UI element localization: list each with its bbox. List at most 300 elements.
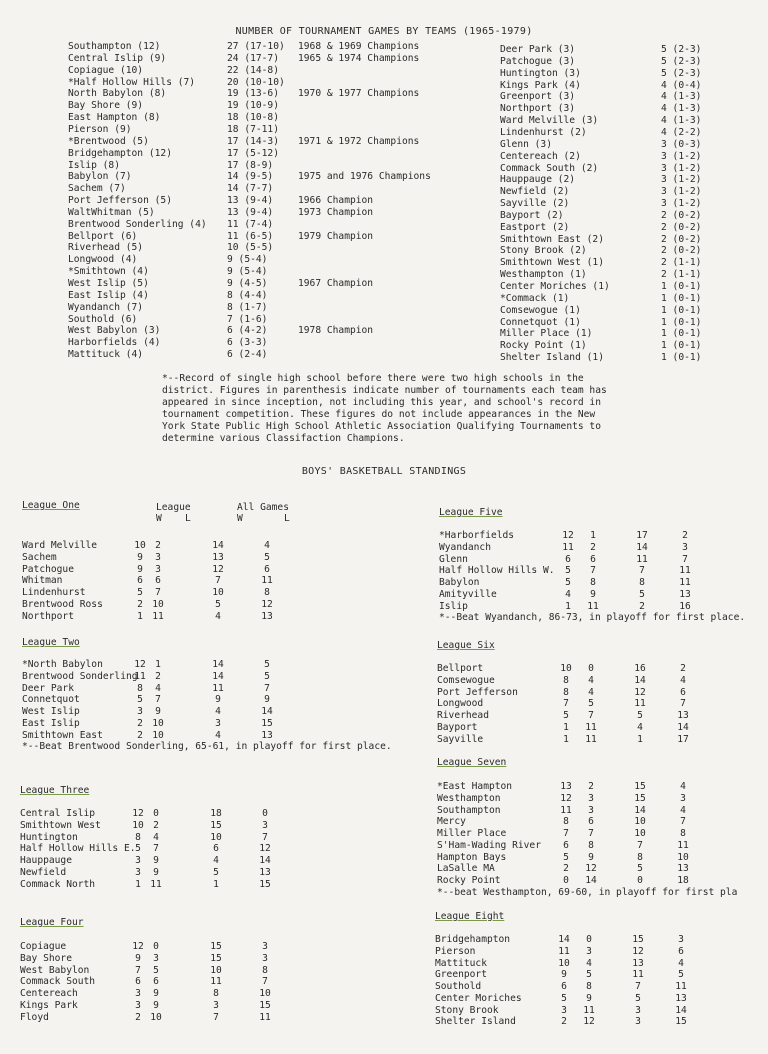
all-losses: 11 (679, 565, 691, 577)
all-losses: 13 (677, 863, 689, 875)
standings-title: BOYS' BASKETBALL STANDINGS (301, 466, 467, 477)
games-record: 4 (1-3) (661, 91, 702, 103)
team-name: Islip (8) (68, 159, 120, 171)
league-losses: 5 (588, 698, 594, 710)
footnote-line: district. Figures in parenthesis indicate number of tournaments each team has (162, 384, 607, 396)
team-name: Babylon (439, 577, 480, 588)
games-record: 27 (17-10) (227, 41, 285, 52)
league-title: League Five (439, 507, 503, 518)
league-wins: 1 (563, 733, 569, 745)
team-name: Pierson (9) (68, 123, 132, 135)
all-wins: 5 (637, 863, 643, 875)
tournament-title: NUMBER OF TOURNAMENT GAMES BY TEAMS (1965-1979) (235, 26, 533, 37)
league-losses: 9 (590, 588, 596, 600)
all-wins: 11 (212, 682, 224, 694)
team-name: Brentwood Ross (22, 598, 103, 610)
league-wins: 10 (560, 663, 572, 674)
league-wins: 8 (135, 831, 141, 843)
league-title: League Six (437, 640, 495, 651)
all-wins: 12 (634, 686, 646, 698)
games-record: 13 (9-4) (227, 206, 274, 218)
games-record: 8 (1-7) (227, 301, 268, 313)
league-wins: 8 (563, 686, 569, 698)
team-name: East Islip (4) (68, 289, 149, 301)
games-record: 3 (1-2) (661, 150, 702, 162)
team-name: Smithtown West (1) (500, 257, 604, 269)
all-losses: 11 (675, 981, 687, 992)
team-name: Brentwood Sonderling (4) (68, 218, 207, 230)
all-losses: 3 (262, 941, 268, 952)
team-name: Connetquot (22, 694, 80, 706)
all-losses: 14 (259, 855, 271, 866)
team-name: Southampton (437, 804, 501, 816)
league-losses: 3 (588, 804, 594, 816)
all-wins: 4 (215, 729, 221, 741)
team-name: Westhampton (437, 792, 501, 804)
playoff-footnote: *--beat Westhampton, 69-60, in playoff for first pla (437, 886, 738, 898)
league-wins: 2 (135, 1011, 141, 1023)
all-wins: 0 (637, 875, 643, 886)
all-wins: 7 (639, 565, 645, 577)
team-name: Shelter Island (435, 1016, 516, 1028)
team-name: Huntington (20, 831, 78, 843)
league-losses: 4 (586, 957, 592, 969)
playoff-footnote: *--Beat Brentwood Sonderling, 65-61, in playoff for first place. (22, 741, 392, 753)
league-wins: 8 (563, 674, 569, 686)
league-wins: 12 (134, 659, 146, 670)
games-record: 11 (6-5) (227, 230, 274, 242)
games-record: 14 (7-7) (227, 183, 274, 195)
all-losses: 13 (677, 710, 689, 721)
all-losses: 6 (678, 945, 684, 957)
league-losses: 2 (155, 540, 161, 551)
league-wins: 5 (561, 992, 567, 1004)
team-name: Patchogue (3) (500, 55, 576, 67)
games-record: 5 (2-3) (661, 55, 702, 67)
league-losses: 0 (153, 808, 159, 819)
all-wins: 1 (213, 878, 219, 890)
team-name: Deer Park (3) (500, 44, 576, 55)
team-name: West Islip (5) (68, 278, 149, 289)
league-losses: 7 (588, 710, 594, 721)
all-wins: 11 (210, 976, 222, 988)
games-record: 3 (1-2) (661, 198, 702, 210)
all-losses: 0 (262, 808, 268, 819)
league-wins: 6 (565, 553, 571, 565)
header-w: W (237, 513, 243, 524)
champion-note: 1967 Champion (298, 278, 374, 289)
playoff-footnote: *--Beat Wyandanch, 86-73, in playoff for first place. (439, 612, 746, 624)
team-name: Commack North (20, 878, 96, 890)
team-name: Islip (439, 600, 468, 612)
league-losses: 7 (155, 587, 161, 598)
team-name: Kings Park (20, 999, 78, 1011)
team-name: *Brentwood (5) (68, 135, 149, 147)
league-wins: 0 (563, 875, 569, 886)
all-wins: 5 (215, 598, 221, 610)
all-losses: 6 (264, 563, 270, 575)
league-losses: 2 (153, 819, 159, 831)
league-losses: 2 (155, 670, 161, 682)
league-losses: 9 (586, 992, 592, 1004)
all-wins: 10 (210, 964, 222, 976)
games-record: 5 (2-3) (661, 44, 702, 55)
league-wins: 9 (137, 563, 143, 575)
league-losses: 6 (588, 816, 594, 828)
league-wins: 6 (563, 839, 569, 851)
games-record: 1 (0-1) (661, 292, 702, 304)
league-wins: 2 (561, 1016, 567, 1028)
all-losses: 9 (264, 694, 270, 706)
league-losses: 6 (153, 976, 159, 988)
games-record: 3 (1-2) (661, 186, 702, 198)
games-record: 4 (1-3) (661, 115, 702, 127)
team-name: Eastport (2) (500, 221, 570, 233)
team-name: Sayville (2) (500, 198, 570, 210)
all-losses: 11 (259, 1011, 271, 1023)
league-wins: 6 (135, 976, 141, 988)
team-name: Northport (3) (500, 103, 576, 115)
league-wins: 5 (135, 843, 141, 855)
team-name: Comsewogue (437, 674, 495, 686)
games-record: 1 (0-1) (661, 304, 702, 316)
league-wins: 4 (565, 588, 571, 600)
team-name: Babylon (7) (68, 171, 132, 183)
team-name: Miller Place (1) (500, 328, 593, 340)
all-losses: 10 (677, 851, 689, 863)
games-record: 18 (7-11) (227, 123, 279, 135)
team-name: Harborfields (4) (68, 337, 161, 349)
all-wins: 15 (634, 781, 646, 792)
all-losses: 11 (677, 839, 689, 851)
all-wins: 14 (634, 674, 646, 686)
league-losses: 11 (152, 610, 164, 622)
team-name: Mattituck (435, 957, 487, 969)
league-losses: 10 (152, 717, 164, 729)
games-record: 22 (14-8) (227, 64, 279, 76)
league-losses: 3 (153, 952, 159, 964)
team-name: Commack South (2) (500, 162, 599, 174)
team-name: Bay Shore (20, 952, 72, 964)
all-losses: 5 (264, 551, 270, 563)
league-wins: 5 (137, 694, 143, 706)
team-name: Port Jefferson (5) (68, 195, 172, 207)
team-name: Glenn (3) (500, 138, 552, 150)
all-wins: 4 (215, 610, 221, 622)
league-wins: 11 (560, 804, 572, 816)
league-wins: 2 (137, 729, 143, 741)
all-losses: 2 (682, 530, 688, 541)
league-wins: 3 (135, 866, 141, 878)
league-losses: 3 (586, 945, 592, 957)
all-losses: 7 (264, 682, 270, 694)
all-losses: 7 (682, 553, 688, 565)
games-record: 14 (9-5) (227, 171, 274, 183)
team-name: Commack South (20, 976, 96, 988)
league-losses: 12 (585, 863, 597, 875)
team-name: Patchogue (22, 563, 74, 575)
league-losses: 7 (153, 843, 159, 855)
champion-note: 1970 & 1977 Champions (298, 88, 420, 100)
team-name: Smithtown West (20, 819, 101, 831)
all-wins: 15 (210, 941, 222, 952)
champion-note: 1968 & 1969 Champions (298, 41, 420, 52)
footnote-line: York State Public High School Athletic Association Qualifying Tournaments to (162, 420, 601, 432)
league-losses: 9 (153, 999, 159, 1011)
team-name: Longwood (4) (68, 254, 138, 266)
all-losses: 3 (682, 541, 688, 553)
team-name: Sayville (437, 733, 484, 745)
all-losses: 4 (680, 804, 686, 816)
team-name: Southold (6) (68, 313, 138, 325)
league-losses: 0 (153, 941, 159, 952)
league-losses: 9 (588, 851, 594, 863)
games-record: 6 (2-4) (227, 349, 268, 361)
games-record: 17 (14-3) (227, 135, 279, 147)
all-wins: 5 (213, 866, 219, 878)
league-wins: 5 (137, 587, 143, 598)
all-wins: 4 (637, 721, 643, 733)
all-losses: 11 (261, 575, 273, 587)
league-losses: 10 (152, 729, 164, 741)
league-wins: 1 (135, 878, 141, 890)
all-losses: 3 (680, 792, 686, 804)
league-title: League Four (20, 917, 84, 928)
all-wins: 11 (632, 969, 644, 981)
all-losses: 8 (264, 587, 270, 598)
league-wins: 6 (137, 575, 143, 587)
league-losses: 11 (150, 878, 162, 890)
league-wins: 7 (563, 698, 569, 710)
all-losses: 10 (259, 988, 271, 999)
team-name: West Islip (22, 706, 80, 717)
all-wins: 12 (632, 945, 644, 957)
games-record: 17 (5-12) (227, 147, 279, 159)
games-record: 2 (0-2) (661, 245, 702, 257)
all-wins: 6 (213, 843, 219, 855)
league-wins: 9 (137, 551, 143, 563)
all-wins: 13 (632, 957, 644, 969)
champion-note: 1971 & 1972 Champions (298, 135, 420, 147)
all-wins: 2 (639, 600, 645, 612)
team-name: Lindenhurst (22, 587, 86, 598)
all-losses: 17 (677, 733, 689, 745)
all-wins: 3 (215, 717, 221, 729)
all-losses: 3 (262, 819, 268, 831)
team-name: Copiague (20, 941, 67, 952)
all-losses: 13 (259, 866, 271, 878)
team-name: Bridgehampton (435, 934, 511, 945)
team-name: Bayport (2) (500, 209, 564, 221)
all-losses: 7 (680, 698, 686, 710)
league-losses: 3 (588, 792, 594, 804)
league-wins: 3 (135, 999, 141, 1011)
all-losses: 6 (680, 686, 686, 698)
games-record: 2 (0-2) (661, 209, 702, 221)
league-wins: 12 (132, 941, 144, 952)
league-losses: 3 (155, 563, 161, 575)
all-wins: 15 (210, 952, 222, 964)
all-wins: 3 (635, 1004, 641, 1016)
games-record: 2 (0-2) (661, 233, 702, 245)
league-losses: 6 (590, 553, 596, 565)
league-wins: 3 (135, 988, 141, 999)
champion-note: 1973 Champion (298, 206, 374, 218)
all-losses: 15 (259, 999, 271, 1011)
team-name: Ward Melville (3) (500, 115, 599, 127)
league-wins: 9 (561, 969, 567, 981)
games-record: 13 (9-4) (227, 195, 274, 207)
games-record: 20 (10-10) (227, 76, 285, 88)
games-record: 4 (1-3) (661, 103, 702, 115)
team-name: LaSalle MA (437, 863, 495, 875)
league-wins: 3 (561, 1004, 567, 1016)
games-record: 1 (0-1) (661, 316, 702, 328)
league-losses: 5 (153, 964, 159, 976)
all-wins: 13 (212, 551, 224, 563)
team-name: Smithtown East (2) (500, 233, 604, 245)
team-name: Greenport (435, 969, 487, 981)
team-name: Half Hollow Hills W. (439, 565, 555, 577)
league-wins: 1 (137, 610, 143, 622)
league-losses: 1 (590, 530, 596, 541)
team-name: Center Moriches (1) (500, 281, 610, 292)
league-wins: 11 (562, 541, 574, 553)
league-losses: 8 (588, 839, 594, 851)
all-wins: 7 (637, 839, 643, 851)
all-losses: 14 (675, 1004, 687, 1016)
team-name: Bay Shore (9) (68, 100, 144, 112)
all-wins: 16 (634, 663, 646, 674)
league-wins: 1 (565, 600, 571, 612)
team-name: North Babylon (8) (68, 88, 167, 100)
team-name: Sachem (22, 551, 57, 563)
league-wins: 10 (558, 957, 570, 969)
league-wins: 7 (135, 964, 141, 976)
team-name: Mattituck (4) (68, 349, 144, 361)
team-name: Newfield (2) (500, 186, 570, 198)
games-record: 6 (3-3) (227, 337, 268, 349)
footnote-line: appeared in since inception, not including this year, and school's record in (162, 396, 601, 408)
games-record: 3 (1-2) (661, 162, 702, 174)
games-record: 4 (0-4) (661, 79, 702, 91)
games-record: 10 (5-5) (227, 242, 274, 254)
league-losses: 8 (586, 981, 592, 992)
header-all-games: All Games (237, 502, 289, 513)
league-title: League Two (22, 637, 80, 648)
header-league: League (156, 502, 191, 513)
all-losses: 7 (262, 831, 268, 843)
all-wins: 7 (213, 1011, 219, 1023)
games-record: 6 (4-2) (227, 325, 268, 337)
team-name: East Islip (22, 717, 80, 729)
team-name: Stony Brook (435, 1004, 499, 1016)
all-wins: 11 (634, 698, 646, 710)
games-record: 1 (0-1) (661, 352, 702, 364)
games-record: 2 (1-1) (661, 269, 702, 281)
league-wins: 5 (565, 577, 571, 588)
league-losses: 6 (155, 575, 161, 587)
team-name: Brentwood Sonderling (22, 670, 138, 682)
all-wins: 5 (637, 710, 643, 721)
league-losses: 10 (152, 598, 164, 610)
team-name: Bayport (437, 721, 478, 733)
team-name: Pierson (435, 945, 476, 957)
all-losses: 7 (262, 976, 268, 988)
all-wins: 7 (215, 575, 221, 587)
all-losses: 5 (264, 670, 270, 682)
league-losses: 4 (588, 674, 594, 686)
all-wins: 10 (634, 816, 646, 828)
league-losses: 0 (588, 663, 594, 674)
footnote-line: *--Record of single high school before there were two high schools in the (162, 373, 584, 384)
games-record: 17 (8-9) (227, 159, 274, 171)
all-wins: 3 (635, 1016, 641, 1028)
league-wins: 5 (565, 565, 571, 577)
team-name: Half Hollow Hills E. (20, 843, 136, 855)
team-name: Greenport (3) (500, 91, 576, 103)
league-losses: 10 (150, 1011, 162, 1023)
games-record: 4 (2-2) (661, 126, 702, 138)
team-name: Longwood (437, 698, 484, 710)
all-wins: 5 (635, 992, 641, 1004)
team-name: Southampton (12) (68, 41, 161, 52)
team-name: Riverhead (437, 710, 489, 721)
team-name: Centereach (20, 988, 78, 999)
games-record: 1 (0-1) (661, 328, 702, 340)
all-losses: 15 (259, 878, 271, 890)
team-name: Bellport (437, 663, 484, 674)
league-losses: 2 (590, 541, 596, 553)
league-wins: 12 (562, 530, 574, 541)
games-record: 19 (10-9) (227, 100, 279, 112)
league-wins: 1 (563, 721, 569, 733)
league-losses: 7 (155, 694, 161, 706)
league-wins: 8 (137, 682, 143, 694)
all-losses: 13 (675, 992, 687, 1004)
all-losses: 4 (678, 957, 684, 969)
league-losses: 2 (588, 781, 594, 792)
team-name: Central Islip (20, 808, 96, 819)
league-losses: 9 (153, 855, 159, 866)
games-record: 9 (4-5) (227, 278, 268, 289)
league-losses: 9 (155, 706, 161, 717)
all-wins: 7 (635, 981, 641, 992)
league-wins: 14 (558, 934, 570, 945)
all-losses: 12 (261, 598, 273, 610)
league-wins: 8 (563, 816, 569, 828)
all-wins: 18 (210, 808, 222, 819)
league-wins: 10 (134, 540, 146, 551)
footnote-line: determine various Classifaction Champions. (162, 432, 405, 444)
team-name: Huntington (3) (500, 67, 581, 79)
team-name: Deer Park (22, 682, 74, 694)
games-record: 24 (17-7) (227, 52, 279, 64)
league-wins: 3 (135, 855, 141, 866)
all-wins: 15 (634, 792, 646, 804)
team-name: Hauppauge (20, 855, 72, 866)
league-losses: 12 (583, 1016, 595, 1028)
team-name: Newfield (20, 866, 67, 878)
league-losses: 4 (155, 682, 161, 694)
all-losses: 8 (680, 828, 686, 839)
league-losses: 4 (588, 686, 594, 698)
all-wins: 11 (636, 553, 648, 565)
league-wins: 13 (560, 781, 572, 792)
league-losses: 11 (587, 600, 599, 612)
league-wins: 5 (563, 710, 569, 721)
footnote-line: tournament competition. These figures do not include appearances in the New (162, 408, 596, 420)
